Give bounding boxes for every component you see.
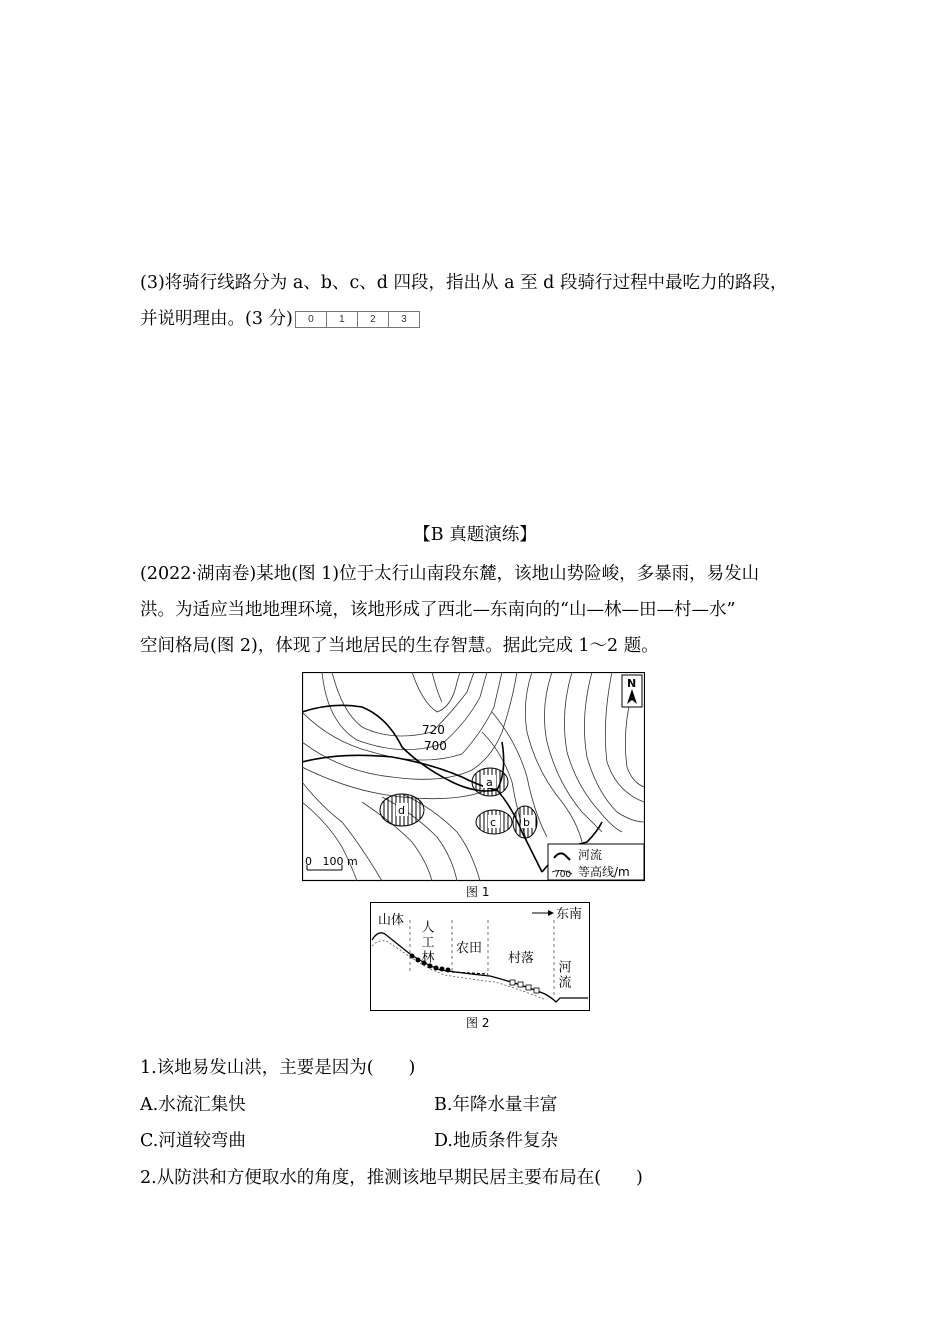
figure-1-caption: 图 1	[466, 885, 490, 899]
contour-label-700: 700	[424, 739, 447, 753]
question-3	[140, 268, 830, 334]
score-box[interactable]	[295, 311, 420, 328]
question-1-option-a[interactable]: A.水流汇集快	[140, 1095, 246, 1115]
question-3-line-2	[140, 304, 830, 334]
north-label: N	[627, 677, 637, 690]
score-option-1[interactable]: 1	[326, 312, 357, 327]
zone-river: 河流	[555, 960, 571, 990]
area-b-label: b	[523, 816, 530, 829]
question-2-stem: 2.从防洪和方便取水的角度，推测该地早期民居主要布局在( )	[140, 1168, 643, 1188]
zone-farmland: 农田	[456, 941, 483, 956]
legend	[548, 844, 644, 880]
intro-line-2: 洪。为适应当地地理环境，该地形成了西北—东南向的“山—林—田—村—水”	[140, 600, 736, 620]
north-arrow-icon	[622, 675, 642, 707]
legend-contour: 等高线/m	[578, 865, 630, 879]
figure-2-caption: 图 2	[466, 1016, 490, 1030]
question-1-option-d[interactable]: D.地质条件复杂	[434, 1131, 558, 1151]
area-c-label: c	[490, 816, 497, 829]
zone-plantation: 人工林	[418, 920, 434, 965]
question-3-line-2-text: 并说明理由。(3 分)	[140, 309, 293, 329]
question-1-option-b[interactable]: B.年降水量丰富	[434, 1095, 558, 1115]
area-d-label: d	[398, 804, 405, 817]
question-1-option-c[interactable]: C.河道较弯曲	[140, 1131, 246, 1151]
area-a-label: a	[486, 776, 493, 789]
zone-mountain: 山体	[378, 913, 405, 928]
contour-label-720: 720	[422, 723, 445, 737]
direction-label: 东南	[556, 907, 583, 922]
score-option-3[interactable]: 3	[388, 312, 419, 327]
question-1-stem: 1.该地易发山洪，主要是因为( )	[140, 1058, 416, 1078]
scale-bar	[305, 855, 358, 870]
intro-line-1: (2022·湖南卷)某地(图 1)位于太行山南段东麓，该地山势险峻，多暴雨，易发山	[140, 564, 760, 584]
zone-village: 村落	[508, 951, 535, 966]
question-3-line-1: (3)将骑行线路分为 a、b、c、d 四段，指出从 a 至 d 段骑行过程中最吃力的路段，	[140, 273, 788, 293]
score-option-0[interactable]: 0	[308, 314, 314, 325]
figure-1-contour-map	[302, 672, 645, 882]
score-option-2[interactable]: 2	[357, 312, 388, 327]
section-title: 【B 真题演练】	[413, 525, 537, 545]
legend-river: 河流	[578, 848, 603, 862]
intro-paragraph	[140, 556, 830, 664]
intro-line-3: 空间格局(图 2)，体现了当地居民的生存智慧。据此完成 1～2 题。	[140, 636, 659, 656]
figure-2-cross-section	[370, 902, 590, 1012]
scale-label: 0 100 m	[305, 855, 358, 868]
legend-contour-value: 700	[554, 870, 572, 880]
